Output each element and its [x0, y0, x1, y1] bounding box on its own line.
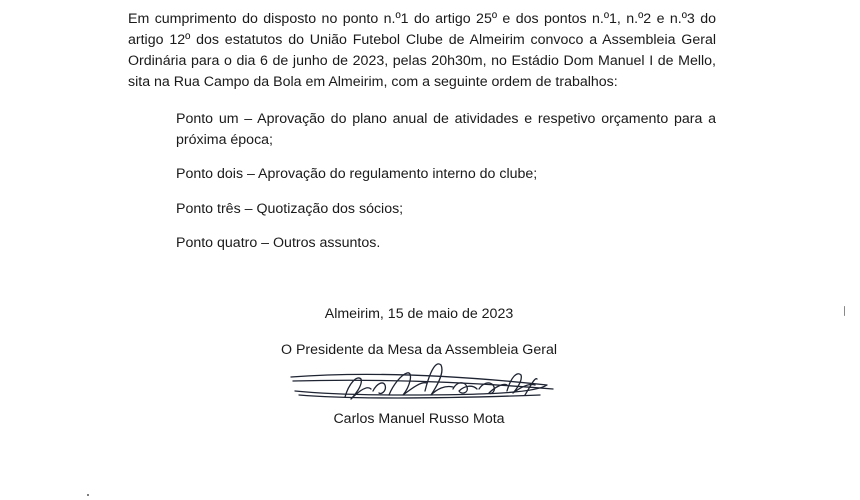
agenda-item-3: Ponto três – Quotização dos sócios; — [176, 201, 404, 217]
signer-role: O Presidente da Mesa da Assembleia Geral — [280, 342, 557, 358]
intro-paragraph: Em cumprimento do disposto no ponto n.º1 do artigo 25º e dos pontos n.º1, n.º2 e n.º3 do artigo 12º dos estatutos do União Futebol Clube de Almeirim convoco a Assembleia Geral Ordinária para o dia 6 de junho de 2023, pelas 20h30m, no Estádio Dom Manuel I de Mello, sita na Rua Campo da Bola em Almeirim, com a seguinte ordem de trabalhos: — [128, 11, 716, 90]
handwritten-signature — [285, 355, 560, 415]
signer-name: Carlos Manuel Russo Mota — [333, 411, 505, 427]
agenda-item-1: Ponto um – Aprovação do plano anual de atividades e respetivo orçamento para a próxima época; — [176, 111, 716, 148]
scan-speck — [87, 494, 89, 496]
scan-speck — [844, 306, 845, 316]
place-and-date: Almeirim, 15 de maio de 2023 — [324, 306, 514, 322]
agenda-item-4: Ponto quatro – Outros assuntos. — [176, 235, 381, 251]
agenda-item-2: Ponto dois – Aprovação do regulamento interno do clube; — [176, 166, 538, 182]
